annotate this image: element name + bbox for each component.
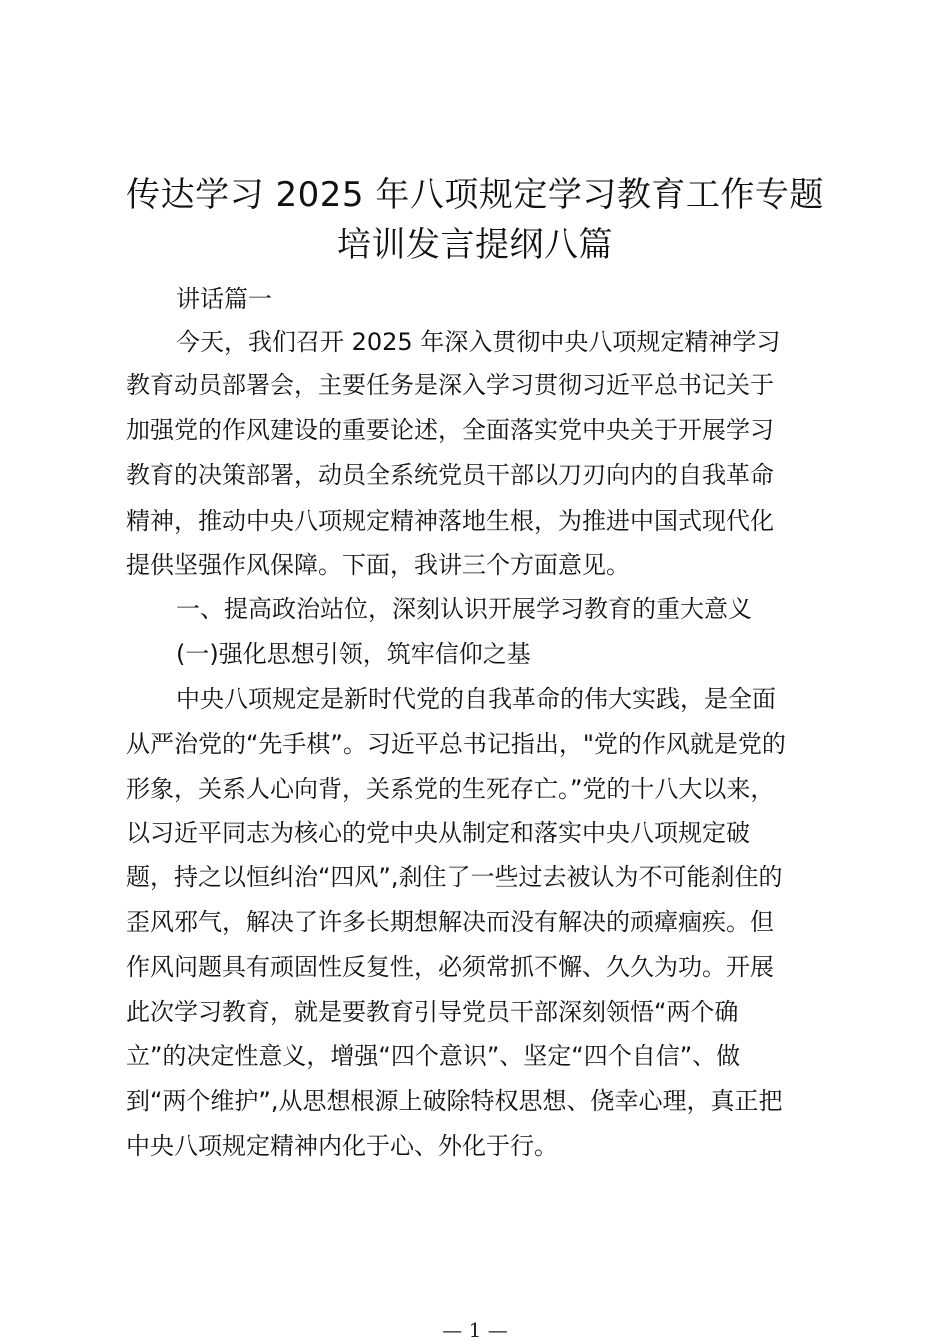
paragraph-line: 中央八项规定是新时代党的自我革命的伟大实践，是全面: [176, 685, 776, 713]
paragraph-line: 中央八项规定精神内化于心、外化于行。: [126, 1132, 558, 1160]
paragraph-line: 今天，我们召开 2025 年深入贯彻中央八项规定精神学习: [176, 328, 781, 356]
paragraph-line: 教育的决策部署，动员全系统党员干部以刀刃向内的自我革命: [126, 461, 774, 489]
paragraph-line: 加强党的作风建设的重要论述，全面落实党中央关于开展学习: [126, 416, 774, 444]
paragraph-line: 从严治党的“先手棋”。习近平总书记指出，"党的作风就是党的: [126, 730, 786, 758]
subsection-heading: (一)强化思想引领，筑牢信仰之基: [176, 640, 531, 668]
paragraph-line: 提供坚强作风保障。下面，我讲三个方面意见。: [126, 551, 630, 579]
paragraph-line: 题，持之以恒纠治“四风”,刹住了一些过去被认为不可能刹住的: [126, 863, 783, 891]
paragraph-line: 立”的决定性意义，增强“四个意识”、坚定“四个自信”、做: [126, 1042, 741, 1070]
paragraph-line: 形象，关系人心向背，关系党的生死存亡。”党的十八大以来，: [126, 775, 775, 803]
paragraph-line: 作风问题具有顽固性反复性，必须常抓不懈、久久为功。开展: [126, 953, 774, 981]
page-number: — 1 —: [442, 1318, 508, 1342]
document-title-line-2: 培训发言提纲八篇: [337, 225, 613, 265]
section-label: 讲话篇一: [176, 285, 272, 313]
paragraph-line: 教育动员部署会，主要任务是深入学习贯彻习近平总书记关于: [126, 371, 774, 399]
paragraph-line: 歪风邪气，解决了许多长期想解决而没有解决的顽瘴痼疾。但: [126, 908, 774, 936]
paragraph-line: 以习近平同志为核心的党中央从制定和落实中央八项规定破: [126, 819, 750, 847]
paragraph-line: 此次学习教育，就是要教育引导党员干部深刻领悟“两个确: [126, 998, 739, 1026]
section-heading: 一、提高政治站位，深刻认识开展学习教育的重大意义: [176, 595, 752, 623]
document-title-line-1: 传达学习 2025 年八项规定学习教育工作专题: [126, 175, 824, 215]
paragraph-line: 精神，推动中央八项规定精神落地生根，为推进中国式现代化: [126, 507, 774, 535]
paragraph-line: 到“两个维护”,从思想根源上破除特权思想、侥幸心理，真正把: [126, 1087, 783, 1115]
